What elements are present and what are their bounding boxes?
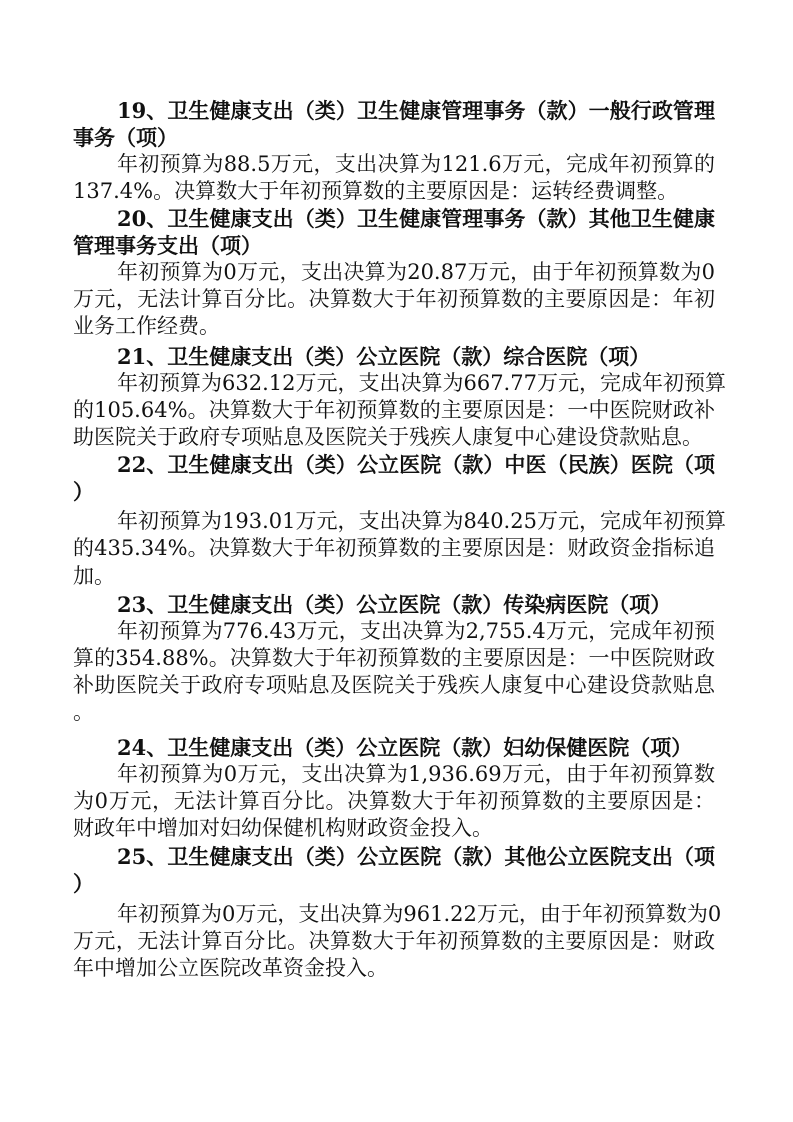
section-heading-line: 24、卫生健康支出（类）公立医院（款）妇幼保健医院（项）: [117, 735, 693, 760]
section-body-line: 年初预算为88.5万元，支出决算为121.6万元，完成年初预算的: [117, 152, 715, 176]
section-body-line: 。: [73, 700, 94, 724]
section-body-line: 年初预算为0万元，支出决算为20.87万元，由于年初预算数为0: [117, 260, 715, 284]
section-heading-line: 21、卫生健康支出（类）公立医院（款）综合医院（项）: [117, 344, 651, 369]
section-heading-line: 23、卫生健康支出（类）公立医院（款）传染病医院（项）: [117, 592, 672, 617]
section-body-line: 助医院关于政府专项贴息及医院关于残疾人康复中心建设贷款贴息。: [73, 425, 703, 449]
section-heading-line: ）: [73, 479, 94, 504]
section-body-line: 年初预算为0万元，支出决算为1,936.69万元，由于年初预算数: [117, 762, 715, 786]
section-body-line: 补助医院关于政府专项贴息及医院关于残疾人康复中心建设贷款贴息: [73, 673, 715, 697]
section-body-line: 年初预算为193.01万元，支出决算为840.25万元，完成年初预算: [117, 509, 726, 533]
section-body-line: 为0万元，无法计算百分比。决算数大于年初预算数的主要原因是：: [73, 789, 715, 813]
section-heading-line: 25、卫生健康支出（类）公立医院（款）其他公立医院支出（项: [117, 844, 715, 869]
section-body-line: 的105.64%。决算数大于年初预算数的主要原因是：一中医院财政补: [73, 398, 715, 422]
section-body-line: 年初预算为632.12万元，支出决算为667.77万元，完成年初预算: [117, 371, 726, 395]
section-heading-line: 20、卫生健康支出（类）卫生健康管理事务（款）其他卫生健康: [117, 206, 715, 231]
section-body-line: 算的354.88%。决算数大于年初预算数的主要原因是：一中医院财政: [73, 646, 715, 670]
section-body-line: 业务工作经费。: [73, 314, 220, 338]
section-body-line: 万元，无法计算百分比。决算数大于年初预算数的主要原因是：财政: [73, 929, 715, 953]
section-heading-line: ）: [73, 871, 94, 896]
section-body-line: 财政年中增加对妇幼保健机构财政资金投入。: [73, 816, 493, 840]
section-body-line: 137.4%。决算数大于年初预算数的主要原因是：运转经费调整。: [73, 179, 679, 203]
section-body-line: 年初预算为776.43万元，支出决算为2,755.4万元，完成年初预: [117, 619, 715, 643]
section-heading-line: 管理事务支出（项）: [73, 233, 262, 258]
section-heading-line: 事务（项）: [73, 125, 178, 150]
section-heading-line: 19、卫生健康支出（类）卫生健康管理事务（款）一般行政管理: [117, 98, 715, 123]
section-body-line: 万元，无法计算百分比。决算数大于年初预算数的主要原因是：年初: [73, 287, 715, 311]
section-body-line: 的435.34%。决算数大于年初预算数的主要原因是：财政资金指标追: [73, 536, 715, 560]
section-heading-line: 22、卫生健康支出（类）公立医院（款）中医（民族）医院（项: [117, 452, 715, 477]
section-body-line: 年初预算为0万元，支出决算为961.22万元，由于年初预算数为0: [117, 902, 722, 926]
section-body-line: 加。: [73, 564, 115, 588]
section-body-line: 年中增加公立医院改革资金投入。: [73, 956, 388, 980]
